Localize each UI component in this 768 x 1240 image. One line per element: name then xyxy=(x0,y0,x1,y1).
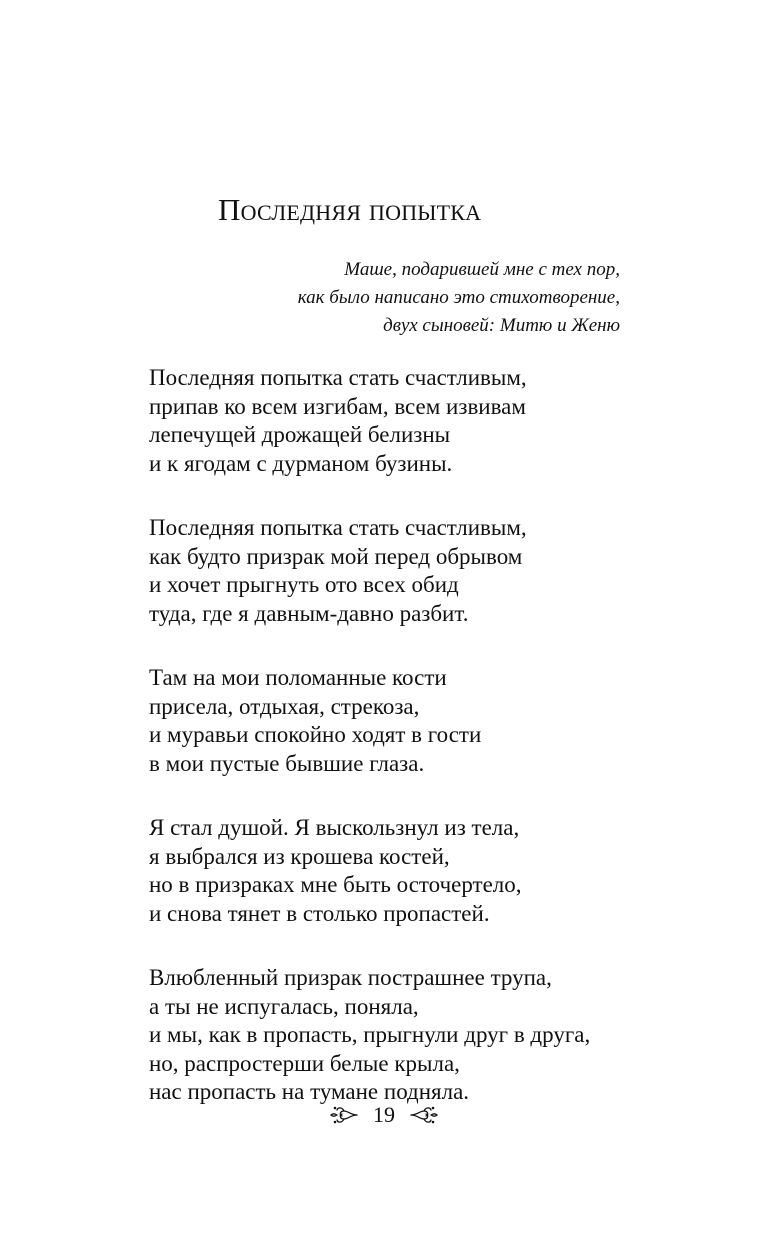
poem-title: Последняя попытка xyxy=(218,192,482,227)
page-number: 19 xyxy=(373,1102,395,1127)
verse-line: лепечущей дрожащей белизны xyxy=(149,422,451,447)
stanza xyxy=(149,364,590,478)
dedication-line: как было написано это стихотворение, xyxy=(297,287,620,308)
verse-line: и хочет прыгнуть ото всех обид xyxy=(149,572,459,597)
dedication-line: двух сыновей: Митю и Женю xyxy=(383,315,620,336)
verse-line: я выбрался из крошева костей, xyxy=(149,843,450,869)
verse-line: Там на мои поломанные кости xyxy=(149,665,447,690)
verse-line: и муравьи спокойно ходят в гости xyxy=(149,722,482,747)
page-footer xyxy=(0,1101,768,1133)
stanza xyxy=(149,964,590,1107)
verse-line: Я стал душой. Я выскользнул из тела, xyxy=(149,815,520,840)
verse-line: Последняя попытка стать счастливым, xyxy=(149,515,527,540)
stanza xyxy=(149,514,590,628)
stanza xyxy=(149,664,590,778)
stanza xyxy=(149,814,590,928)
verse-line: и мы, как в пропасть, прыгнули друг в друга, xyxy=(149,1022,591,1047)
verse-line: а ты не испугалась, поняла, xyxy=(149,993,419,1019)
verse-line: как будто призрак мой перед обрывом xyxy=(149,543,523,569)
dedication xyxy=(298,256,620,340)
verse-line: Влюбленный призрак пострашнее трупа, xyxy=(149,965,552,990)
floral-ornament-icon xyxy=(329,1104,359,1126)
verse-line: в мои пустые бывшие глаза. xyxy=(149,750,425,776)
verse-line: и к ягодам с дурманом бузины. xyxy=(149,450,453,476)
dedication-line: Маше, подарившей мне с тех пор, xyxy=(344,259,620,280)
verse-line: припав ко всем изгибам, всем извивам xyxy=(149,393,526,419)
verse-line: и снова тянет в столько пропастей. xyxy=(149,900,490,926)
floral-ornament-icon xyxy=(409,1104,439,1126)
verse-line: но, распростерши белые крыла, xyxy=(149,1050,460,1076)
verse-line: туда, где я давным-давно разбит. xyxy=(149,600,469,626)
poem-body xyxy=(149,364,590,1143)
verse-line: нас пропасть на тумане подняла. xyxy=(149,1079,470,1104)
verse-line: присела, отдыхая, стрекоза, xyxy=(149,693,420,719)
verse-line: но в призраках мне быть осточертело, xyxy=(149,872,522,897)
verse-line: Последняя попытка стать счастливым, xyxy=(149,365,527,390)
